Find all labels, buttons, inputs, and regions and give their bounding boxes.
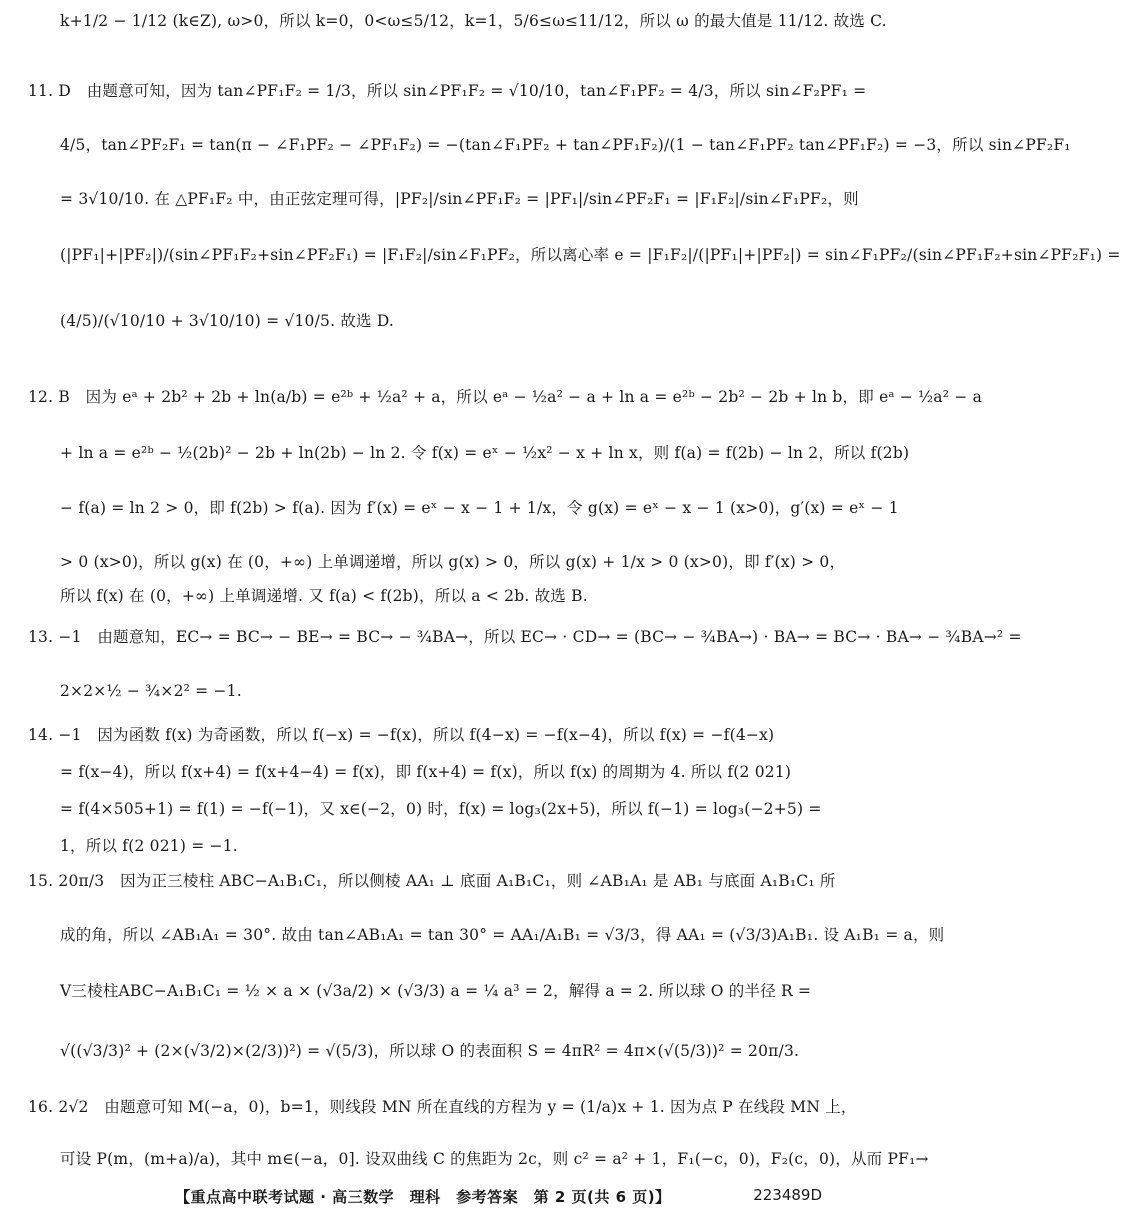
- text-line: > 0 (x>0)，所以 g(x) 在 (0，+∞) 上单调递增，所以 g(x) > 0，所以 g(x) + 1/x > 0 (x>0)，即 f′(x) > 0，: [60, 553, 846, 571]
- text-line: 13. −1 由题意知，EC→ = BC→ − BE→ = BC→ − ¾BA→，所以 EC→ · CD→ = (BC→ − ¾BA→) · BA→ = BC→ · BA→ − ¾BA→² =: [28, 628, 1022, 646]
- footer-code: 223489D: [753, 1186, 822, 1204]
- text-line: 1，所以 f(2 021) = −1.: [60, 837, 238, 855]
- text-line: 15. 20π/3 因为正三棱柱 ABC−A₁B₁C₁，所以侧棱 AA₁ ⊥ 底面 A₁B₁C₁，则 ∠AB₁A₁ 是 AB₁ 与底面 A₁B₁C₁ 所: [28, 872, 836, 890]
- text-line: 成的角，所以 ∠AB₁A₁ = 30°. 故由 tan∠AB₁A₁ = tan 30° = AA₁/A₁B₁ = √3/3，得 AA₁ = (√3/3)A₁B₁. 设 A₁B₁ = a，则: [60, 926, 945, 944]
- text-line: 可设 P(m，(m+a)/a)，其中 m∈(−a，0]. 设双曲线 C 的焦距为 2c，则 c² = a² + 1，F₁(−c，0)，F₂(c，0)，从而 PF₁→: [60, 1150, 929, 1168]
- text-line: (|PF₁|+|PF₂|)/(sin∠PF₁F₂+sin∠PF₂F₁) = |F₁F₂|/sin∠F₁PF₂，所以离心率 e = |F₁F₂|/(|PF₁|+|PF₂|) = sin∠F₁PF₂/(sin∠PF₁F₂+sin∠PF₂F₁) =: [60, 246, 1121, 264]
- text-line: k+1/2 − 1/12 (k∈Z), ω>0，所以 k=0，0<ω≤5/12，k=1，5/6≤ω≤11/12，所以 ω 的最大值是 11/12. 故选 C.: [60, 12, 887, 30]
- text-line: 2×2×½ − ¾×2² = −1.: [60, 682, 242, 700]
- text-line: √((√3/3)² + (2×(√3/2)×(2/3))²) = √(5/3)，所以球 O 的表面积 S = 4πR² = 4π×(√(5/3))² = 20π/3.: [60, 1042, 800, 1060]
- text-line: V三棱柱ABC−A₁B₁C₁ = ½ × a × (√3a/2) × (√3/3) a = ¼ a³ = 2，解得 a = 2. 所以球 O 的半径 R =: [60, 982, 812, 1000]
- text-line: 12. B 因为 eᵃ + 2b² + 2b + ln(a/b) = e²ᵇ + ½a² + a，所以 eᵃ − ½a² − a + ln a = e²ᵇ − 2b² − 2b + ln b，即 eᵃ − ½a² − a: [28, 388, 983, 406]
- text-line: 所以 f(x) 在 (0，+∞) 上单调递增. 又 f(a) < f(2b)，所以 a < 2b. 故选 B.: [60, 587, 588, 605]
- text-line: − f(a) = ln 2 > 0，即 f(2b) > f(a). 因为 f′(x) = eˣ − x − 1 + 1/x，令 g(x) = eˣ − x − 1 (x>0)，g′(x) = eˣ − 1: [60, 499, 899, 517]
- text-line: 16. 2√2 由题意可知 M(−a，0)，b=1，则线段 MN 所在直线的方程为 y = (1/a)x + 1. 因为点 P 在线段 MN 上，: [28, 1098, 857, 1116]
- text-line: 11. D 由题意可知，因为 tan∠PF₁F₂ = 1/3，所以 sin∠PF₁F₂ = √10/10，tan∠F₁PF₂ = 4/3，所以 sin∠F₂PF₁ =: [28, 82, 867, 100]
- text-line: = 3√10/10. 在 △PF₁F₂ 中，由正弦定理可得，|PF₂|/sin∠PF₁F₂ = |PF₁|/sin∠PF₂F₁ = |F₁F₂|/sin∠F₁PF₂，则: [60, 190, 859, 208]
- text-line: (4/5)/(√10/10 + 3√10/10) = √10/5. 故选 D.: [60, 312, 395, 330]
- footer-title: 【重点高中联考试题 · 高三数学 理科 参考答案 第 2 页(共 6 页)】: [175, 1188, 671, 1206]
- page-footer: [0, 1186, 860, 1210]
- text-line: 14. −1 因为函数 f(x) 为奇函数，所以 f(−x) = −f(x)，所以 f(4−x) = −f(x−4)，所以 f(x) = −f(4−x): [28, 726, 775, 744]
- text-line: = f(4×505+1) = f(1) = −f(−1)，又 x∈(−2，0) 时，f(x) = log₃(2x+5)，所以 f(−1) = log₃(−2+5) =: [60, 800, 822, 818]
- text-line: 4/5，tan∠PF₂F₁ = tan(π − ∠F₁PF₂ − ∠PF₁F₂) = −(tan∠F₁PF₂ + tan∠PF₁F₂)/(1 − tan∠F₁PF₂ tan∠PF₁F₂) = −3，所以 sin∠PF₂F₁: [60, 136, 1071, 154]
- text-line: + ln a = e²ᵇ − ½(2b)² − 2b + ln(2b) − ln 2. 令 f(x) = eˣ − ½x² − x + ln x，则 f(a) = f(2b) − ln 2，所以 f(2b): [60, 444, 910, 462]
- text-line: = f(x−4)，所以 f(x+4) = f(x+4−4) = f(x)，即 f(x+4) = f(x)，所以 f(x) 的周期为 4. 所以 f(2 021): [60, 763, 792, 781]
